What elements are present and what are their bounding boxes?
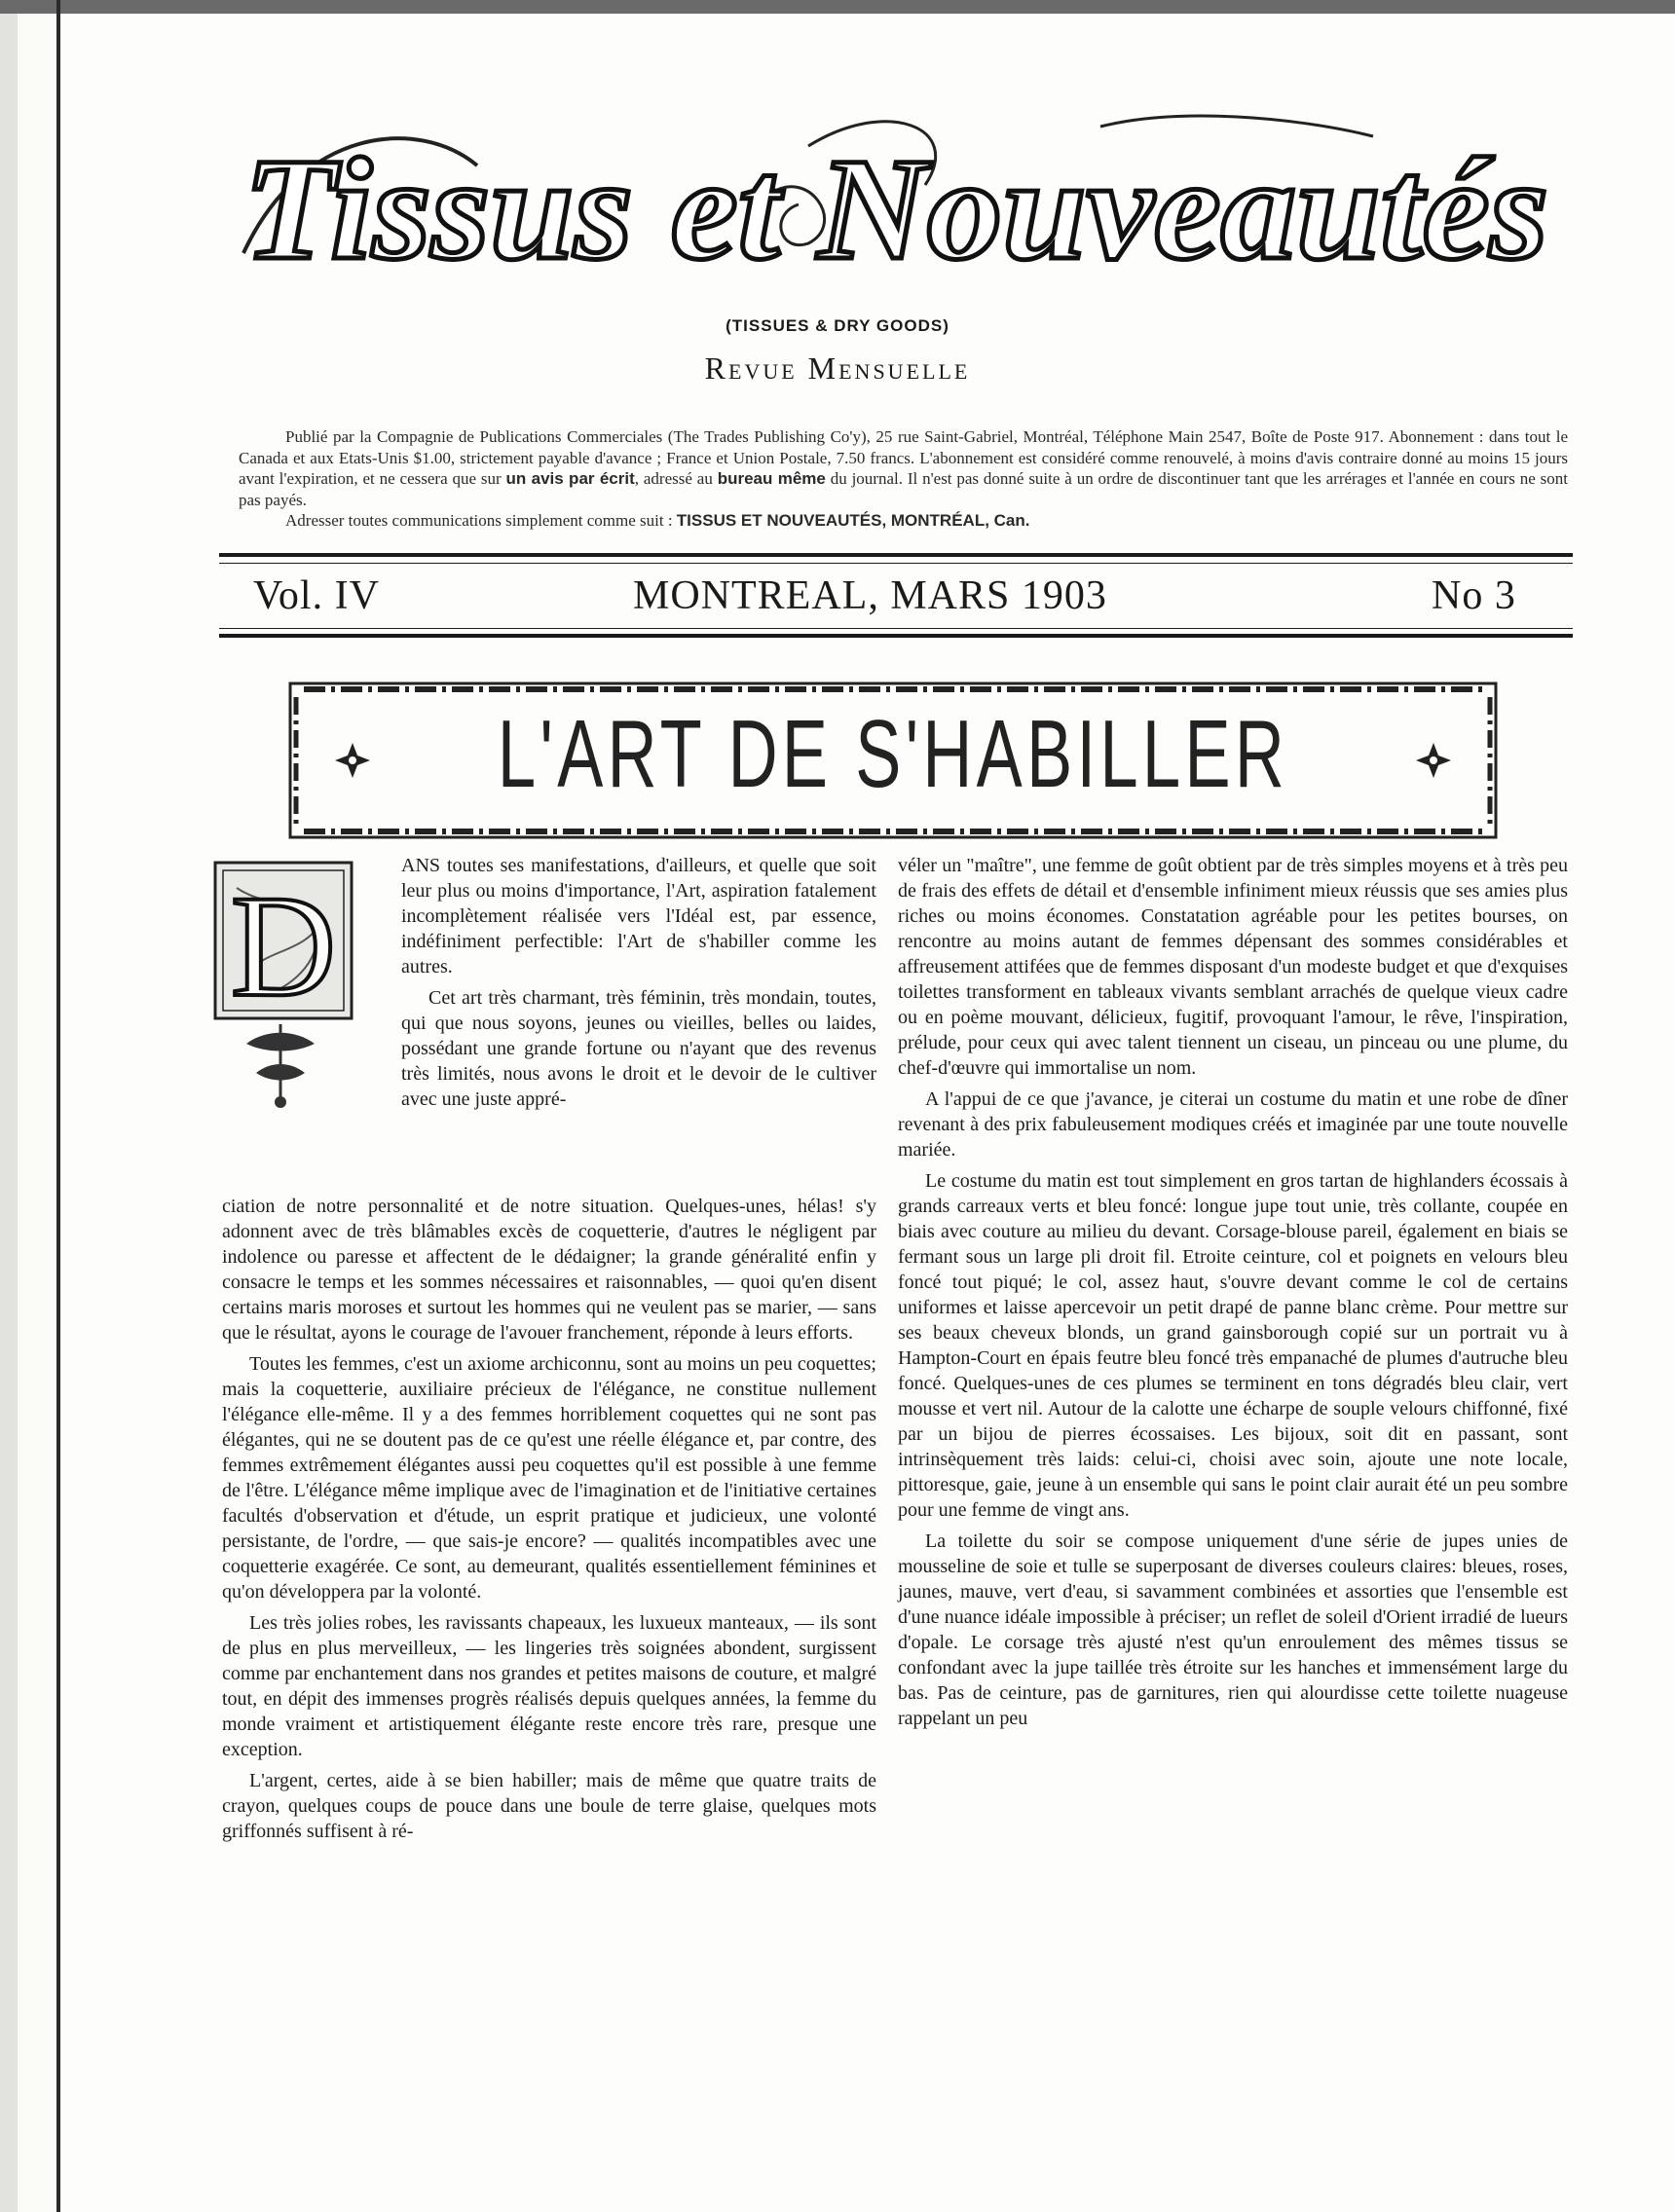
pubinfo-address: TISSUS ET NOUVEAUTÉS, MONTRÉAL, Can. xyxy=(676,511,1030,530)
paragraph: ciation de notre personnalité et de notre situation. Quelques-unes, hélas! s'y adonnent avec de très blâmables excès de coquetterie, d'autres le négligent par indolence ou paresse et affectent de le dédaigner; la grande généralité enfin y consacre le temps et les sommes nécessaires et raisonnables, — quoi qu'en disent certains maris moroses et surtout les hommes qui ne veulent pas se marier, — sans que le résultat, ayons le courage de l'avouer franchement, réponde à leurs efforts. xyxy=(222,1196,876,1344)
issue-date: MONTREAL, MARS 1903 xyxy=(633,573,1107,618)
pubinfo-text: , adressé au xyxy=(634,469,718,488)
paragraph: A l'appui de ce que j'avance, je citerai un costume du matin et une robe de dîner revenant à des prix fabuleusement modiques créés et imaginée par une toute nouvelle mariée. xyxy=(898,1088,1568,1161)
divider-rule xyxy=(219,628,1573,629)
divider-rule xyxy=(219,634,1573,638)
paragraph: Le costume du matin est tout simplement en gros tartan de highlanders écossais à grands carreaux verts et bleu foncé: longue jupe tout unie, très collante, coupée en biais avec couture au milieu du devant. Corsage-blouse pareil, également en biais se fermant sous un large pli droit fil. Etroite ceinture, col et poignets en velours bleu foncé tout piqué; le col, assez haut, s'ouvre devant comme le col de certains uniformes et laisse apercevoir un petit drapé de panne blanc crème. Pour mettre sur ses beaux cheveux blonds, un grand gainsborough copié sur un portrait vu à Hampton-Court en épais feutre bleu foncé très empanaché de plumes d'autruche bleu foncé. Quelques-unes de ces plumes se terminent en tons dégradés bleu clair, vert mousse et vert nil. Autour de la calotte une écharpe de souple velours chiffonné, fixé par un bijou de pierres écossaises. Les bijoux, soit dit en passant, sont intrinsèquement très laids: celui-ci, choisi avec soin, ajoute une note locale, pittoresque, gaie, jeune à un ensemble qui sans le point clair aurait été un peu sombre pour une femme de vingt ans. xyxy=(898,1170,1568,1521)
issue-number: No 3 xyxy=(1432,573,1516,618)
drop-cap-ornament xyxy=(207,859,383,1117)
pubinfo-emphasis: bureau même xyxy=(717,469,826,488)
pubinfo-text: du journal. Il n'est pas donné suite à un ordre de discontinuer tant que les arrérages et l'année en cours ne sont pas payés. xyxy=(239,469,1569,509)
volume-label: Vol. IV xyxy=(253,573,380,618)
masthead-subtitle: (TISSUES & DRY GOODS) xyxy=(726,316,949,335)
paragraph: L'argent, certes, aide à se bien habiller; mais de même que quatre traits de crayon, quelques coups de pouce dans une boule de terre glaise, quelques mots griffonnés suffisent à ré- xyxy=(222,1770,876,1842)
ornament-left-icon xyxy=(335,743,370,778)
masthead-title: Tissus et Nouveautés xyxy=(243,129,1549,290)
article-title-banner xyxy=(284,678,1502,843)
article-column-2 xyxy=(898,853,1568,1737)
paragraph: Cet art très charmant, très féminin, très mondain, toutes, qui que nous soyons, jeunes ou vieilles, belles ou laides, possédant une grande fortune ou n'ayant que des revenus très limités, nous avons le droit et le devoir de le cultiver avec une juste appré- xyxy=(401,987,876,1110)
masthead-tagline: Revue Mensuelle xyxy=(704,350,971,386)
publication-info xyxy=(239,426,1568,532)
divider-rule xyxy=(219,553,1573,557)
paragraph: La toilette du soir se compose uniquement d'une série de jupes unies de mousseline de soie et tulle se superposant de diverses couleurs claires: bleues, roses, jaunes, mauve, vert d'eau, si savamment combinées et assorties que l'ensemble est d'une nuance idéale impossible à préciser; un reflet de soleil d'Orient irradié de lueurs d'opale. Le corsage très ajusté n'est qu'un enroulement des mêmes tissus se confondant avec la jupe taillée très étroite sur les hanches et immensément large du bas. Pas de ceinture, pas de garnitures, rien qui alourdisse cette toilette nuageuse rappelant un peu xyxy=(898,1530,1568,1729)
scan-top-edge xyxy=(0,0,1675,14)
ornament-right-icon xyxy=(1416,743,1451,778)
paragraph: véler un "maître", une femme de goût obtient par de très simples moyens et à très peu de frais des effets de détail et d'ensemble infiniment mieux réussis que ses amies plus riches ou moins économes. Constatation agréable pour les petites bourses, on rencontre au moins autant de femmes dépensant des sommes considérables et affreusement attifées que de femmes disposant d'un modeste budget et que d'exquises toilettes transforment en tableaux vivants semblant arrachés de quelque vieux cadre ou en poème mouvant, délicieux, fugitif, provoquant l'amour, le rêve, l'inspiration, prélude, pour ceux qui avec talent tiennent un ciseau, un pinceau ou une plume, du chef-d'œuvre qui immortalise un nom. xyxy=(898,855,1568,1079)
paragraph: ANS toutes ses manifestations, d'ailleurs, et quelle que soit leur plus ou moins d'importance, l'Art, aspiration fatalement incomplètement réalisée vers l'Idéal est, par essence, indéfiniment perfectible: l'Art de s'habiller comme les autres. xyxy=(401,855,876,977)
article-column-1 xyxy=(222,1194,876,1850)
paragraph: Toutes les femmes, c'est un axiome archiconnu, sont au moins un peu coquettes; mais la coquetterie, auxiliaire précieux de l'élégance, ne constitue nullement l'élégance elle-même. Il y a des femmes horriblement coquettes qui ne sont pas élégantes, qui ne se doutent pas de ce qu'est une réelle élégance et, par contre, des femmes extrêmement élégantes aussi peu coquettes qu'il est possible à une femme de l'être. L'élégance même implique avec de l'imagination et de l'initiative certaines facultés d'observation et d'étude, un esprit pratique et judicieux, une volonté persistante, de l'ordre, — que sais-je encore? — qualités incompatibles avec une coquetterie exagérée. Ce sont, au demeurant, qualités essentiellement féminines et qu'on développera par la volonté. xyxy=(222,1353,876,1603)
divider-rule xyxy=(219,563,1573,564)
article-column-1-intro xyxy=(401,853,876,1118)
masthead-logo xyxy=(224,107,1568,302)
pubinfo-text: Publié par la Compagnie de Publications Commerciales (The Trades Publishing Co'y), 25 rue Saint-Gabriel, Montréal, Téléphone Main 2547, Boîte de Poste 917. Abonnement : dans tout le Canada et aux Etats-Unis $1.00, strictement payable d'avance ; France et Union Postale, 7.50 francs. L'abonnement est considéré comme renouvelé, à moins d'avis contraire donné au moins 15 jours avant l'expiration, et ne cessera que sur xyxy=(239,427,1568,488)
pubinfo-emphasis: un avis par écrit xyxy=(505,469,635,488)
paragraph: Les très jolies robes, les ravissants chapeaux, les luxueux manteaux, — ils sont de plus en plus merveilleux, — les lingeries très soignées abondent, surgissent comme par enchantement dans nos grandes et petites maisons de couture, et malgré tout, en dépit des immenses progrès réalisés depuis quelques années, la femme du monde vraiment et artistiquement élégante reste encore très rare, presque une exception. xyxy=(222,1612,876,1760)
article-title: L'ART DE S'HABILLER xyxy=(497,700,1289,807)
drop-cap-letter: D xyxy=(230,866,337,1027)
pubinfo-text: Adresser toutes communications simplement comme suit : xyxy=(285,511,677,530)
